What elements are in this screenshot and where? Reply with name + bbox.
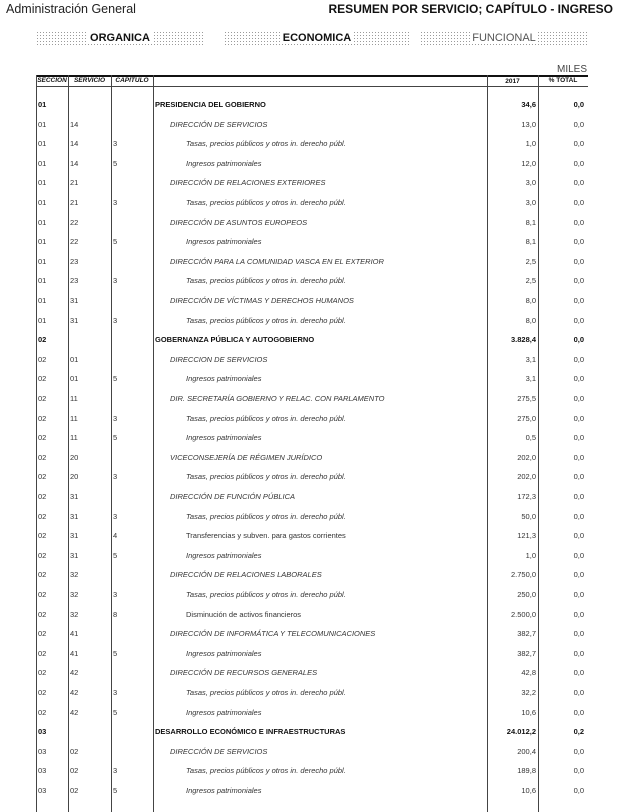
cell-description: Ingresos patrimoniales bbox=[186, 374, 262, 384]
cell-amount: 8,0 bbox=[525, 315, 536, 325]
cell-percent: 0,0 bbox=[573, 570, 584, 580]
cell-percent: 0,0 bbox=[573, 296, 584, 305]
cell-capitulo: 5 bbox=[113, 374, 118, 384]
cell-seccion: 01 bbox=[38, 158, 47, 168]
cell-description: Tasas, precios públicos y otros in. derecho públ. bbox=[186, 276, 346, 286]
cell-description: Ingresos patrimoniales bbox=[186, 786, 262, 795]
table-row bbox=[36, 723, 588, 739]
cell-capitulo: 3 bbox=[113, 315, 118, 325]
cell-seccion: 01 bbox=[38, 100, 47, 109]
cell-servicio: 41 bbox=[70, 629, 79, 639]
table-row bbox=[36, 410, 588, 426]
cell-description: Disminución de activos financieros bbox=[186, 609, 302, 619]
cell-description: Tasas, precios públicos y otros in. derecho públ. bbox=[186, 511, 346, 521]
cell-amount: 1,0 bbox=[525, 139, 536, 149]
cell-amount: 34,6 bbox=[521, 100, 536, 109]
table-row bbox=[36, 135, 588, 151]
table-row bbox=[36, 351, 588, 367]
cell-servicio: 01 bbox=[70, 374, 79, 384]
cell-capitulo: 3 bbox=[113, 511, 118, 521]
cell-description: GOBERNANZA PÚBLICA Y AUTOGOBIERNO bbox=[155, 335, 315, 345]
cell-description: DIRECCIÓN DE RELACIONES LABORALES bbox=[170, 570, 322, 580]
cell-servicio: 42 bbox=[70, 707, 79, 717]
tab-label: ORGANICA bbox=[90, 32, 150, 44]
cell-seccion: 02 bbox=[38, 394, 47, 403]
cell-seccion: 02 bbox=[38, 511, 47, 521]
cell-percent: 0,0 bbox=[573, 100, 584, 109]
cell-percent: 0,0 bbox=[573, 609, 584, 619]
col-header-pct: % TOTAL bbox=[548, 77, 578, 84]
table-row bbox=[36, 645, 588, 661]
cell-percent: 0,0 bbox=[573, 335, 584, 345]
cell-description: Ingresos patrimoniales bbox=[186, 433, 262, 443]
budget-table bbox=[36, 75, 588, 812]
table-row bbox=[36, 312, 588, 328]
cell-description: Tasas, precios públicos y otros in. derecho públ. bbox=[186, 472, 346, 482]
cell-percent: 0,0 bbox=[573, 315, 584, 325]
cell-percent: 0,0 bbox=[573, 276, 584, 286]
cell-capitulo: 3 bbox=[113, 472, 118, 482]
cell-percent: 0,0 bbox=[573, 158, 584, 168]
cell-amount: 3,1 bbox=[525, 354, 536, 364]
cell-percent: 0,0 bbox=[573, 374, 584, 384]
cell-seccion: 02 bbox=[38, 629, 47, 639]
cell-servicio: 22 bbox=[70, 237, 79, 247]
cell-amount: 1,0 bbox=[525, 550, 536, 560]
cell-seccion: 02 bbox=[38, 492, 47, 501]
cell-servicio: 42 bbox=[70, 688, 79, 697]
cell-servicio: 23 bbox=[70, 256, 79, 266]
cell-description: Tasas, precios públicos y otros in. derecho públ. bbox=[186, 198, 346, 207]
document-title: Administración General bbox=[6, 2, 136, 16]
tab-label: FUNCIONAL bbox=[472, 32, 536, 44]
cell-servicio: 02 bbox=[70, 746, 79, 756]
cell-servicio: 01 bbox=[70, 354, 79, 364]
cell-percent: 0,0 bbox=[573, 786, 584, 795]
cell-seccion: 02 bbox=[38, 413, 47, 423]
cell-amount: 382,7 bbox=[517, 629, 536, 639]
table-row bbox=[36, 488, 588, 504]
cell-description: Transferencias y subven. para gastos corrientes bbox=[186, 531, 346, 541]
cell-seccion: 02 bbox=[38, 707, 47, 717]
cell-percent: 0,0 bbox=[573, 590, 584, 599]
cell-capitulo: 5 bbox=[113, 433, 118, 443]
cell-amount: 121,3 bbox=[517, 531, 536, 541]
cell-capitulo: 5 bbox=[113, 158, 118, 168]
table-row bbox=[36, 331, 588, 347]
cell-description: Tasas, precios públicos y otros in. derecho públ. bbox=[186, 766, 346, 776]
cell-servicio: 21 bbox=[70, 178, 79, 188]
cell-amount: 3,1 bbox=[525, 374, 536, 384]
table-row bbox=[36, 508, 588, 524]
cell-percent: 0,0 bbox=[573, 354, 584, 364]
cell-capitulo: 5 bbox=[113, 237, 118, 247]
cell-amount: 2,5 bbox=[525, 276, 536, 286]
cell-capitulo: 5 bbox=[113, 786, 118, 795]
table-row bbox=[36, 664, 588, 680]
cell-percent: 0,0 bbox=[573, 668, 584, 678]
cell-seccion: 02 bbox=[38, 688, 47, 697]
cell-description: DIRECCIÓN DE SERVICIOS bbox=[170, 119, 268, 129]
cell-capitulo: 3 bbox=[113, 276, 118, 286]
table-row bbox=[36, 625, 588, 641]
cell-capitulo: 3 bbox=[113, 413, 118, 423]
cell-capitulo: 3 bbox=[113, 590, 118, 599]
cell-amount: 202,0 bbox=[517, 472, 536, 482]
table-row bbox=[36, 429, 588, 445]
table-row bbox=[36, 547, 588, 563]
cell-seccion: 03 bbox=[38, 786, 47, 795]
cell-capitulo: 5 bbox=[113, 550, 118, 560]
table-row bbox=[36, 194, 588, 210]
cell-servicio: 14 bbox=[70, 158, 79, 168]
cell-servicio: 11 bbox=[70, 413, 78, 423]
cell-seccion: 03 bbox=[38, 727, 47, 737]
cell-capitulo: 3 bbox=[113, 688, 118, 697]
cell-seccion: 03 bbox=[38, 766, 47, 776]
cell-seccion: 01 bbox=[38, 296, 47, 305]
cell-description: Ingresos patrimoniales bbox=[186, 550, 262, 560]
table-row bbox=[36, 566, 588, 582]
cell-seccion: 02 bbox=[38, 335, 47, 345]
cell-servicio: 14 bbox=[70, 139, 79, 149]
cell-description: Ingresos patrimoniales bbox=[186, 648, 262, 658]
table-row bbox=[36, 606, 588, 622]
cell-percent: 0,2 bbox=[573, 727, 584, 737]
cell-servicio: 21 bbox=[70, 198, 79, 207]
cell-amount: 50,0 bbox=[521, 511, 536, 521]
cell-percent: 0,0 bbox=[573, 688, 584, 697]
tab-label: ECONOMICA bbox=[282, 32, 352, 44]
cell-seccion: 02 bbox=[38, 570, 47, 580]
cell-servicio: 32 bbox=[70, 590, 79, 599]
cell-servicio: 14 bbox=[70, 119, 79, 129]
cell-description: Tasas, precios públicos y otros in. derecho públ. bbox=[186, 590, 346, 599]
cell-capitulo: 3 bbox=[113, 139, 118, 149]
cell-amount: 250,0 bbox=[517, 590, 536, 599]
table-row bbox=[36, 684, 588, 700]
table-row bbox=[36, 96, 588, 112]
table-row bbox=[36, 390, 588, 406]
cell-description: DIRECCIÓN DE VÍCTIMAS Y DERECHOS HUMANOS bbox=[170, 296, 354, 305]
table-row bbox=[36, 233, 588, 249]
cell-amount: 202,0 bbox=[517, 452, 536, 462]
classification-tabs bbox=[36, 31, 588, 45]
cell-description: DIRECCIÓN DE RELACIONES EXTERIORES bbox=[170, 178, 326, 188]
cell-percent: 0,0 bbox=[573, 178, 584, 188]
tab-economica[interactable] bbox=[224, 31, 410, 45]
cell-amount: 32,2 bbox=[521, 688, 536, 697]
cell-seccion: 01 bbox=[38, 198, 47, 207]
cell-description: PRESIDENCIA DEL GOBIERNO bbox=[155, 100, 266, 109]
cell-servicio: 31 bbox=[70, 531, 79, 541]
cell-servicio: 42 bbox=[70, 668, 79, 678]
cell-description: Ingresos patrimoniales bbox=[186, 237, 262, 247]
cell-description: VICECONSEJERÍA DE RÉGIMEN JURÍDICO bbox=[170, 452, 323, 462]
cell-percent: 0,0 bbox=[573, 629, 584, 639]
cell-seccion: 02 bbox=[38, 472, 47, 482]
cell-servicio: 20 bbox=[70, 452, 79, 462]
cell-percent: 0,0 bbox=[573, 237, 584, 247]
cell-amount: 10,6 bbox=[521, 707, 536, 717]
table-row bbox=[36, 253, 588, 269]
cell-description: Tasas, precios públicos y otros in. derecho públ. bbox=[186, 688, 346, 697]
cell-percent: 0,0 bbox=[573, 492, 584, 501]
units-label: MILES bbox=[556, 64, 587, 75]
cell-percent: 0,0 bbox=[573, 394, 584, 403]
cell-description: Tasas, precios públicos y otros in. derecho públ. bbox=[186, 315, 346, 325]
table-row bbox=[36, 214, 588, 230]
cell-capitulo: 5 bbox=[113, 648, 118, 658]
cell-percent: 0,0 bbox=[573, 746, 584, 756]
cell-amount: 8,0 bbox=[525, 296, 536, 305]
cell-amount: 275,0 bbox=[517, 413, 536, 423]
cell-amount: 2.500,0 bbox=[510, 609, 536, 619]
table-row bbox=[36, 468, 588, 484]
cell-capitulo: 8 bbox=[113, 609, 118, 619]
tab-organica[interactable] bbox=[36, 31, 204, 45]
cell-description: DESARROLLO ECONÓMICO E INFRAESTRUCTURAS bbox=[155, 727, 346, 737]
cell-amount: 8,1 bbox=[525, 237, 536, 247]
cell-amount: 13,0 bbox=[521, 119, 536, 129]
cell-amount: 189,8 bbox=[517, 766, 536, 776]
cell-seccion: 01 bbox=[38, 256, 47, 266]
cell-amount: 2.750,0 bbox=[510, 570, 536, 580]
cell-servicio: 20 bbox=[70, 472, 79, 482]
cell-description: DIRECCIÓN DE INFORMÁTICA Y TELECOMUNICACIONES bbox=[170, 629, 376, 639]
table-row bbox=[36, 782, 588, 798]
cell-capitulo: 3 bbox=[113, 198, 118, 207]
table-row bbox=[36, 155, 588, 171]
col-header-year: 2017 bbox=[505, 78, 520, 85]
cell-amount: 172,3 bbox=[517, 492, 536, 501]
cell-amount: 3,0 bbox=[525, 178, 536, 188]
cell-seccion: 02 bbox=[38, 354, 47, 364]
cell-servicio: 31 bbox=[70, 492, 79, 501]
cell-amount: 0,5 bbox=[525, 433, 536, 443]
col-header-seccion: SECCION bbox=[37, 77, 67, 84]
cell-amount: 3,0 bbox=[525, 198, 536, 207]
cell-servicio: 11 bbox=[70, 394, 78, 403]
cell-seccion: 02 bbox=[38, 590, 47, 599]
cell-description: DIRECCIÓN PARA LA COMUNIDAD VASCA EN EL EXTERIOR bbox=[170, 256, 384, 266]
cell-servicio: 31 bbox=[70, 296, 79, 305]
cell-amount: 200,4 bbox=[517, 746, 536, 756]
table-row bbox=[36, 370, 588, 386]
table-row bbox=[36, 292, 588, 308]
cell-description: DIRECCIÓN DE ASUNTOS EUROPEOS bbox=[170, 217, 308, 227]
cell-seccion: 01 bbox=[38, 119, 47, 129]
cell-percent: 0,0 bbox=[573, 198, 584, 207]
cell-amount: 42,8 bbox=[521, 668, 536, 678]
cell-percent: 0,0 bbox=[573, 648, 584, 658]
cell-description: DIRECCIÓN DE FUNCIÓN PÚBLICA bbox=[170, 492, 296, 501]
cell-capitulo: 5 bbox=[113, 707, 118, 717]
cell-seccion: 02 bbox=[38, 452, 47, 462]
cell-amount: 12,0 bbox=[521, 158, 536, 168]
cell-amount: 382,7 bbox=[517, 648, 536, 658]
cell-servicio: 23 bbox=[70, 276, 79, 286]
cell-amount: 8,1 bbox=[525, 217, 536, 227]
cell-percent: 0,0 bbox=[573, 139, 584, 149]
cell-servicio: 31 bbox=[70, 511, 79, 521]
table-row bbox=[36, 527, 588, 543]
cell-description: DIRECCIÓN DE SERVICIOS bbox=[170, 746, 268, 756]
col-header-capitulo: CAPITULO bbox=[115, 77, 149, 84]
tab-funcional[interactable] bbox=[420, 31, 588, 45]
cell-description: DIRECCION DE SERVICIOS bbox=[170, 354, 268, 364]
cell-amount: 3.828,4 bbox=[510, 335, 536, 345]
cell-percent: 0,0 bbox=[573, 433, 584, 443]
cell-servicio: 31 bbox=[70, 315, 79, 325]
cell-description: Tasas, precios públicos y otros in. derecho públ. bbox=[186, 413, 346, 423]
cell-percent: 0,0 bbox=[573, 511, 584, 521]
cell-seccion: 02 bbox=[38, 374, 47, 384]
cell-amount: 10,6 bbox=[521, 786, 536, 795]
cell-seccion: 03 bbox=[38, 746, 47, 756]
cell-amount: 2,5 bbox=[525, 256, 536, 266]
cell-amount: 24.012,2 bbox=[506, 727, 536, 737]
cell-seccion: 02 bbox=[38, 531, 47, 541]
cell-percent: 0,0 bbox=[573, 256, 584, 266]
table-row bbox=[36, 743, 588, 759]
cell-servicio: 11 bbox=[70, 433, 78, 443]
cell-servicio: 22 bbox=[70, 217, 79, 227]
cell-percent: 0,0 bbox=[573, 550, 584, 560]
cell-description: Ingresos patrimoniales bbox=[186, 707, 262, 717]
cell-seccion: 01 bbox=[38, 276, 47, 286]
cell-servicio: 02 bbox=[70, 766, 79, 776]
cell-seccion: 02 bbox=[38, 550, 47, 560]
cell-seccion: 02 bbox=[38, 668, 47, 678]
cell-percent: 0,0 bbox=[573, 452, 584, 462]
cell-seccion: 01 bbox=[38, 139, 47, 149]
cell-servicio: 32 bbox=[70, 609, 79, 619]
cell-seccion: 01 bbox=[38, 237, 47, 247]
table-row bbox=[36, 586, 588, 602]
table-row bbox=[36, 116, 588, 132]
table-row bbox=[36, 762, 588, 778]
col-header-servicio: SERVICIO bbox=[73, 77, 106, 84]
table-row bbox=[36, 704, 588, 720]
cell-seccion: 02 bbox=[38, 433, 47, 443]
table-row bbox=[36, 174, 588, 190]
cell-percent: 0,0 bbox=[573, 766, 584, 776]
cell-percent: 0,0 bbox=[573, 707, 584, 717]
cell-servicio: 02 bbox=[70, 786, 79, 795]
table-row bbox=[36, 272, 588, 288]
cell-percent: 0,0 bbox=[573, 531, 584, 541]
cell-description: DIRECCIÓN DE RECURSOS GENERALES bbox=[170, 668, 318, 678]
cell-seccion: 01 bbox=[38, 217, 47, 227]
cell-amount: 275,5 bbox=[517, 394, 536, 403]
cell-capitulo: 3 bbox=[113, 766, 118, 776]
cell-seccion: 01 bbox=[38, 178, 47, 188]
report-title: RESUMEN POR SERVICIO; CAPÍTULO - INGRESO bbox=[328, 2, 613, 16]
cell-capitulo: 4 bbox=[113, 531, 118, 541]
cell-description: Ingresos patrimoniales bbox=[186, 158, 262, 168]
cell-percent: 0,0 bbox=[573, 472, 584, 482]
cell-description: Tasas, precios públicos y otros in. derecho públ. bbox=[186, 139, 346, 149]
table-row bbox=[36, 449, 588, 465]
cell-servicio: 31 bbox=[70, 550, 79, 560]
cell-percent: 0,0 bbox=[573, 413, 584, 423]
cell-servicio: 41 bbox=[70, 648, 79, 658]
cell-percent: 0,0 bbox=[573, 217, 584, 227]
cell-percent: 0,0 bbox=[573, 119, 584, 129]
cell-description: DIR. SECRETARÍA GOBIERNO Y RELAC. CON PARLAMENTO bbox=[170, 394, 385, 403]
cell-seccion: 02 bbox=[38, 648, 47, 658]
cell-seccion: 01 bbox=[38, 315, 47, 325]
cell-servicio: 32 bbox=[70, 570, 79, 580]
cell-seccion: 02 bbox=[38, 609, 47, 619]
